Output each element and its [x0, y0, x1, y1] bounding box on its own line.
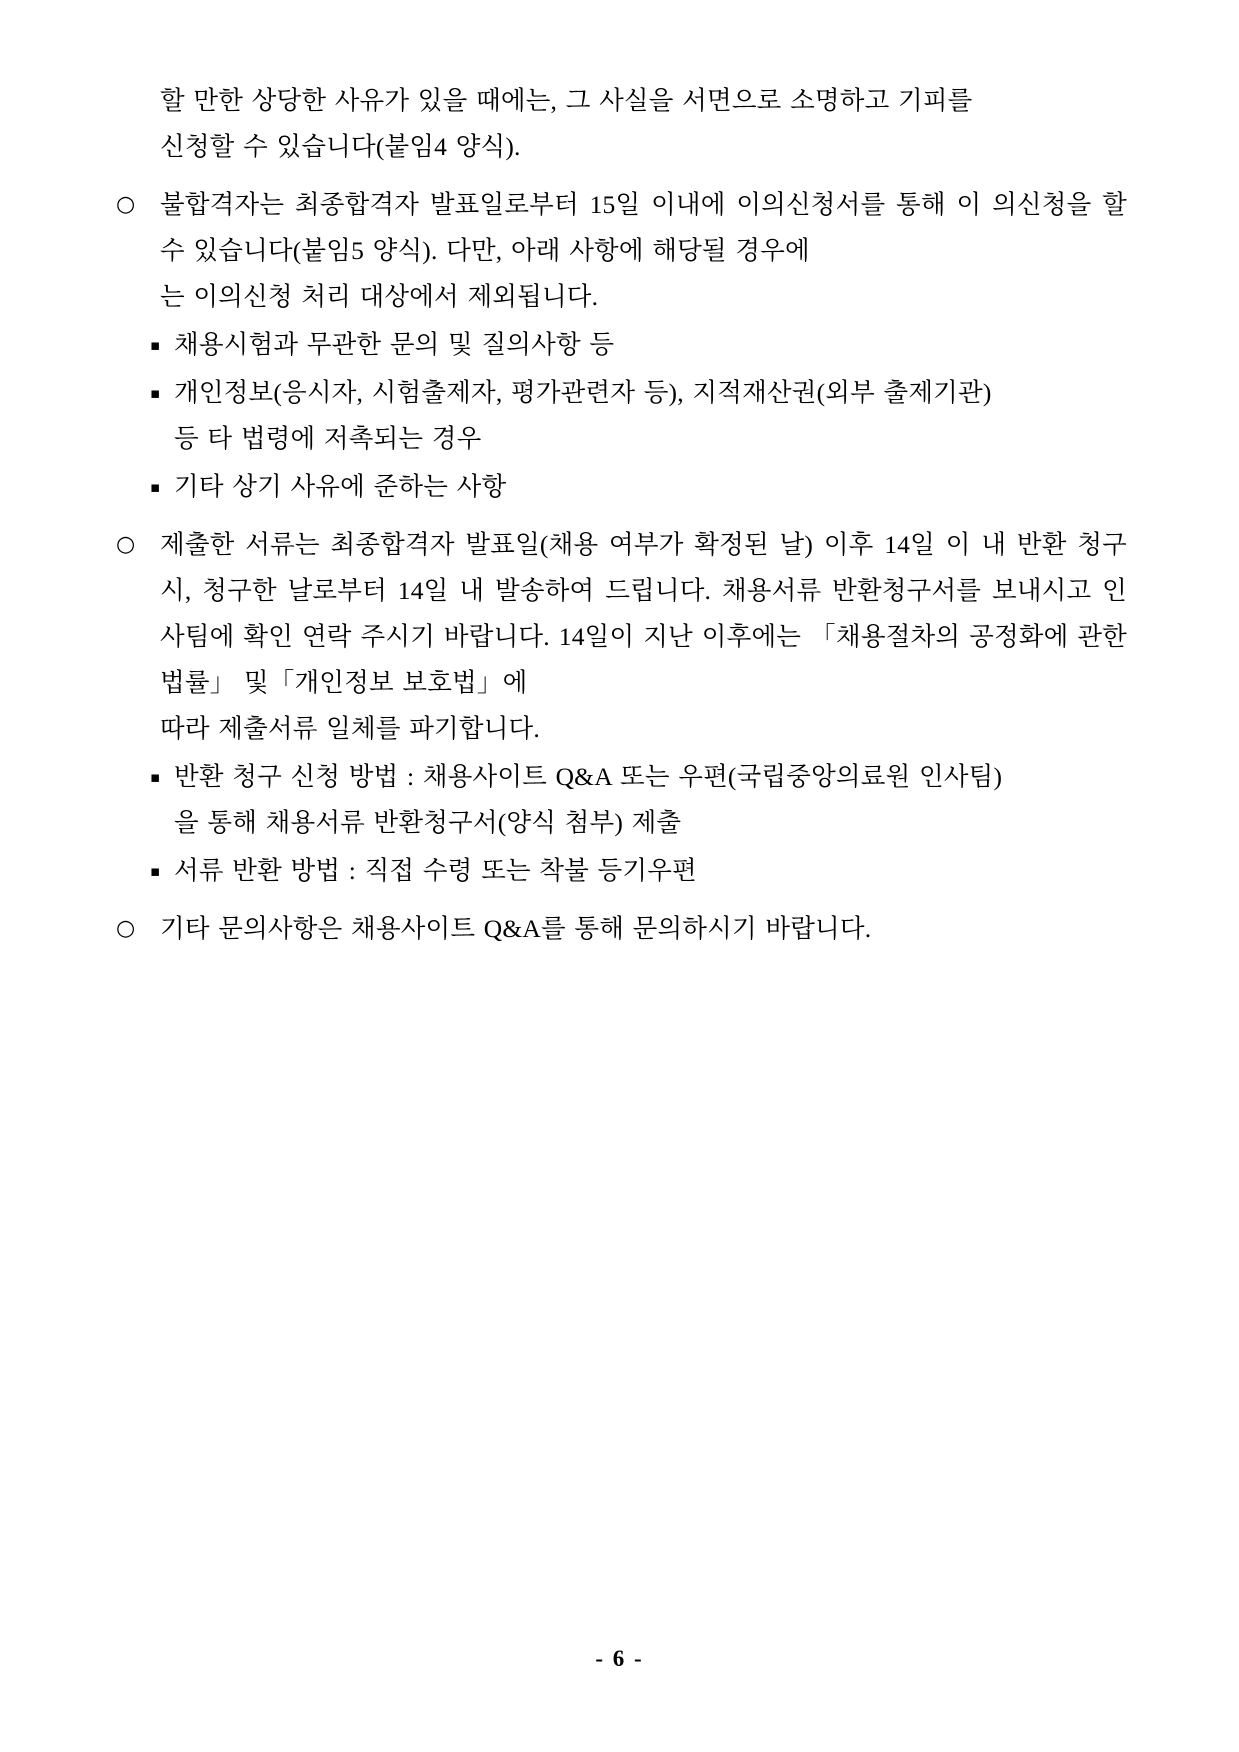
text-line: 반환청구서를 보내시고 인사팀에 확인 연락 주시기 바랍니다. 14일이 지난: [160, 576, 1127, 651]
circle-bullet-icon: ○: [116, 532, 136, 557]
text-line: 기타 문의사항은 채용사이트 Q&A를 통해 문의하시기 바랍니다.: [160, 914, 872, 943]
text-line: 따라 제출서류 일체를 파기합니다.: [160, 714, 540, 743]
square-bullet-icon: ▪: [150, 478, 161, 496]
list-item-square: [112, 370, 1127, 462]
list-item-circle: [112, 522, 1127, 752]
text-line: 을 통해 채용서류 반환청구서(양식 첨부) 제출: [174, 808, 682, 837]
circle-bullet-icon: ○: [116, 192, 136, 217]
text-line: 서류 반환 방법 : 직접 수령 또는 착불 등기우편: [174, 856, 697, 885]
list-item-square: [112, 848, 1127, 894]
paragraph-continuation: [112, 78, 1127, 170]
text-line: 제출한 서류는 최종합격자 발표일(채용 여부가 확정된 날) 이후 14일 이: [160, 530, 971, 559]
list-item-square: [112, 754, 1127, 846]
text-line: 는 이의신청 처리 대상에서 제외됩니다.: [160, 282, 599, 311]
square-bullet-icon: ▪: [150, 862, 161, 880]
square-bullet-icon: ▪: [150, 384, 161, 402]
text-line: 이후에는 「채용절차의 공정화에 관한 법률」 및「개인정보 보호법」에: [160, 622, 1128, 697]
list-item-square: [112, 464, 1127, 510]
text-line: 불합격자는 최종합격자 발표일로부터 15일 이내에 이의신청서를 통해 이: [160, 190, 982, 219]
square-bullet-icon: ▪: [150, 768, 161, 786]
text-line: 등 타 법령에 저촉되는 경우: [174, 424, 482, 453]
text-line: 반환 청구 신청 방법 : 채용사이트 Q&A 또는 우편(국립중앙의료원 인사팀): [174, 762, 1003, 791]
document-body: [112, 78, 1127, 952]
text-line: 의신청을 할 수 있습니다(붙임5 양식). 다만, 아래 사항에 해당될 경우에: [160, 190, 1127, 265]
list-item-circle: [112, 906, 1127, 952]
text-line: 개인정보(응시자, 시험출제자, 평가관련자 등), 지적재산권(외부 출제기관): [174, 378, 992, 407]
text-line: 신청할 수 있습니다(붙임4 양식).: [160, 132, 521, 161]
list-item-square: [112, 322, 1127, 368]
text-line: 채용시험과 무관한 문의 및 질의사항 등: [174, 330, 615, 359]
circle-bullet-icon: ○: [116, 916, 136, 941]
square-bullet-icon: ▪: [150, 336, 161, 354]
list-item-circle: [112, 182, 1127, 320]
text-line: 내 반환 청구 시, 청구한 날로부터 14일 내 발송하여 드립니다. 채용서류: [160, 530, 1128, 605]
page-number: - 6 -: [595, 1646, 644, 1671]
text-line: 할 만한 상당한 사유가 있을 때에는, 그 사실을 서면으로 소명하고 기피를: [160, 86, 973, 115]
text-line: 기타 상기 사유에 준하는 사항: [174, 472, 507, 501]
